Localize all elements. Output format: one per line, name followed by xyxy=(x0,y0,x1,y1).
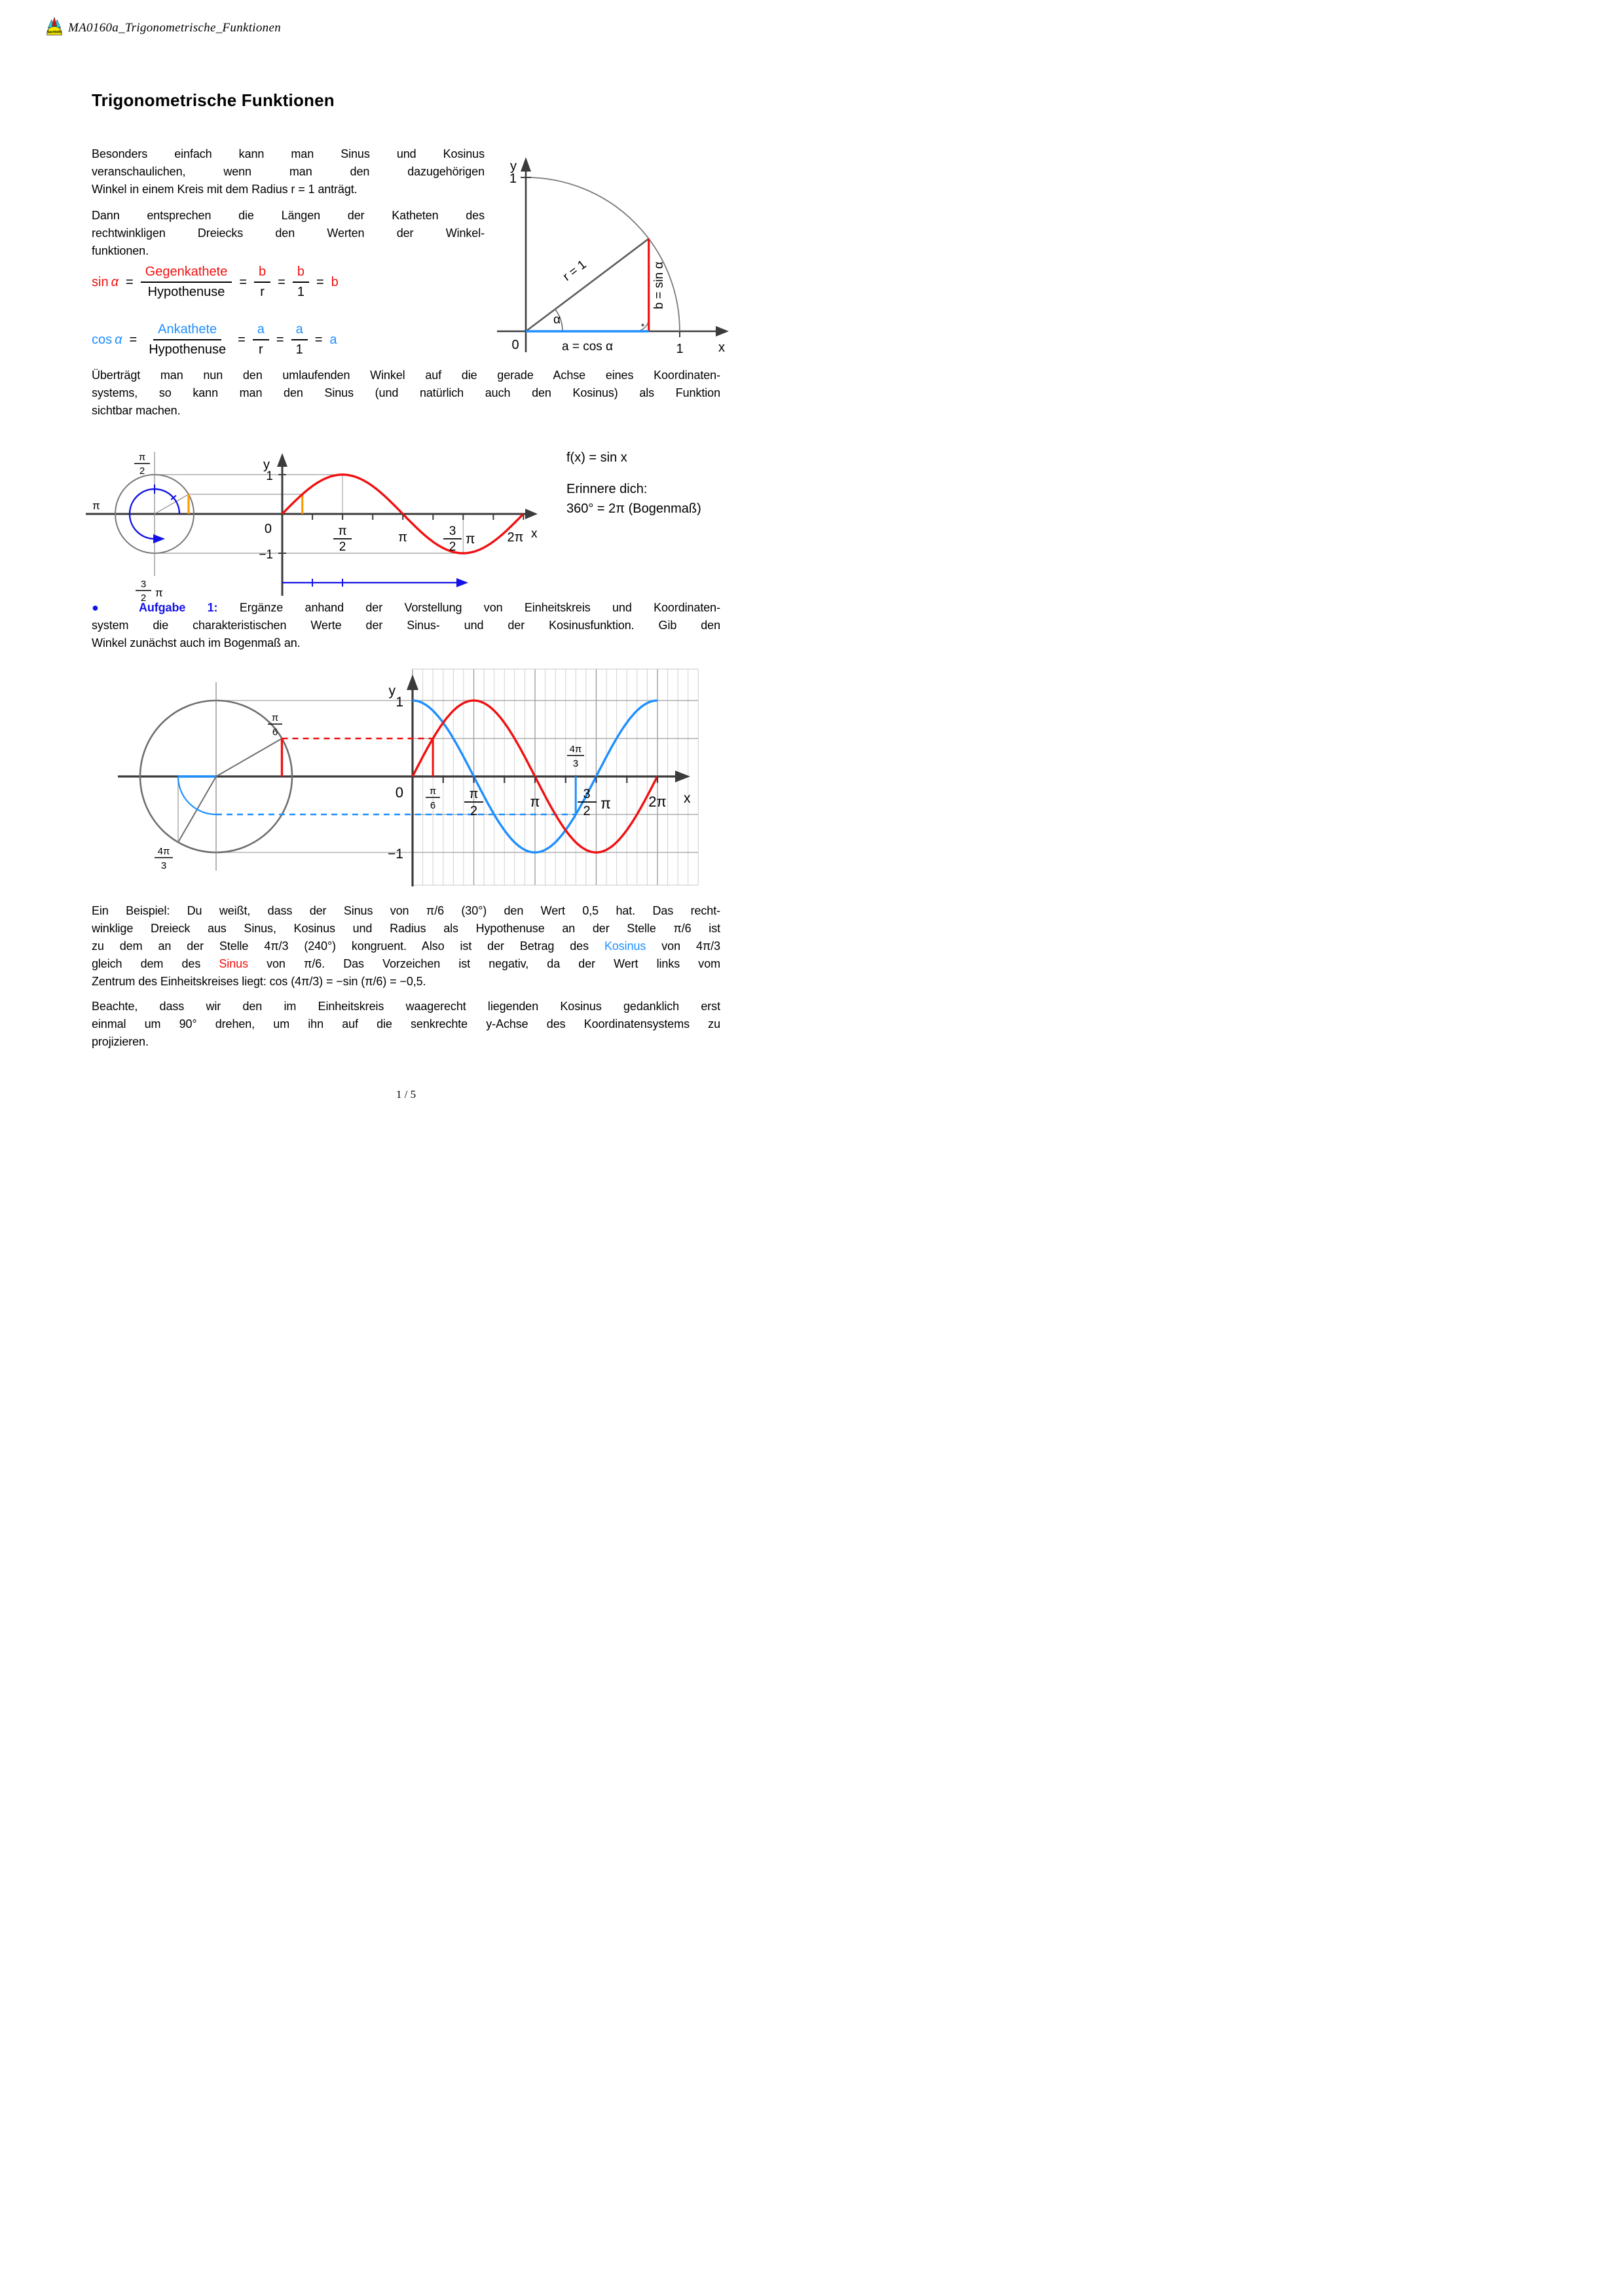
y1-label: 1 xyxy=(509,172,517,186)
tick-label-2pi: 2π xyxy=(507,530,524,545)
page-title: Trigonometrische Funktionen xyxy=(92,90,335,110)
y-axis-label: y xyxy=(388,683,396,699)
x-axis-arrow-icon xyxy=(525,509,538,519)
svg-text:6: 6 xyxy=(430,800,436,811)
x1-label: 1 xyxy=(676,342,684,356)
svg-text:2: 2 xyxy=(140,592,147,602)
cosine-segment-label: a = cos α xyxy=(561,340,614,354)
ym1-label: −1 xyxy=(259,548,273,562)
sine-projection-diagram xyxy=(86,445,544,602)
y1-label: 1 xyxy=(396,695,403,710)
cos-symbol: cos α xyxy=(92,332,122,347)
intro-paragraph-3: Überträgt man nun den umlaufenden Winkel auf die gerade Achse eines Koordinaten- systems, so kann man den Sinus (und natürlich auch den Kosinus) als Funktion sichtbar machen. xyxy=(92,369,720,417)
circle-label-pi2 xyxy=(134,452,150,477)
logo-text: Nachhilfe xyxy=(46,30,62,35)
svg-text:3: 3 xyxy=(160,860,167,871)
svg-text:π: π xyxy=(466,532,475,547)
svg-text:6: 6 xyxy=(272,727,278,738)
ym1-label: −1 xyxy=(388,847,403,862)
y-axis-label: y xyxy=(263,458,270,472)
sin-symbol: sin α xyxy=(92,274,119,289)
svg-text:π: π xyxy=(155,587,163,599)
svg-text:2: 2 xyxy=(449,540,456,554)
svg-text:2: 2 xyxy=(470,804,478,818)
svg-text:π: π xyxy=(271,712,279,723)
svg-text:2: 2 xyxy=(583,804,591,818)
y1-label: 1 xyxy=(266,469,273,483)
tick-label-pi2 xyxy=(333,524,352,554)
tick-label-2pi: 2π xyxy=(648,793,667,810)
x-axis-label: x xyxy=(718,340,725,355)
spiral-arrowhead-icon xyxy=(153,534,165,543)
tick-label-pi: π xyxy=(530,793,540,810)
function-note: f(x) = sin x xyxy=(566,450,627,465)
circle-label-4pi3 xyxy=(155,846,173,871)
y-axis-arrow-icon xyxy=(277,453,287,467)
y-axis-arrow-icon xyxy=(521,157,531,172)
document-code: MA0160a_Trigonometrische_Funktionen xyxy=(68,21,282,35)
sine-formula: sin α = $\frac{\text{Gegenkathete}}{\text{Hypothenuse}}$ = $\frac{b}{r}$ = $\frac{b}{1}$ = b xyxy=(92,264,339,299)
task-1-paragraph: ● Aufgabe 1: Ergänze anhand der Vorstellung von Einheitskreis und Koordinaten- system die charakteristischen Werte der Sinus- und der Kosinusfunktion. Gib den Winkel zunächst auch im Bogenmaß an. xyxy=(92,601,720,649)
origin-label: 0 xyxy=(395,784,403,801)
svg-text:π: π xyxy=(429,786,437,797)
angle-arrow-head-icon xyxy=(456,578,468,587)
alpha-label: α xyxy=(553,313,561,327)
remember-heading: Erinnere dich: xyxy=(566,482,648,496)
cosine-formula: cos α = $\frac{\text{Ankathete}}{\text{Hypothenuse}}$ = $\frac{a}{r}$ = $\frac{a}{1}$ = a xyxy=(92,322,337,357)
origin-label: 0 xyxy=(264,522,272,536)
sine-segment-label: b = sin α xyxy=(652,261,666,310)
radius-pi6 xyxy=(216,738,282,776)
svg-text:2: 2 xyxy=(139,465,145,477)
intro-paragraph-1: Besonders einfach kann man Sinus und Kosinus veranschaulichen, wenn man den dazugehörigen Winkel in einem Kreis mit dem Radius r = 1 anträgt. xyxy=(92,147,485,196)
svg-text:π: π xyxy=(338,524,347,538)
origin-label: 0 xyxy=(511,338,519,352)
logo-red-peak xyxy=(52,18,57,26)
x-axis-label: x xyxy=(684,791,691,806)
document-page xyxy=(0,0,812,1148)
page-number: 1 / 5 xyxy=(396,1088,416,1101)
svg-text:4π: 4π xyxy=(569,744,582,755)
sine-cosine-task-chart xyxy=(111,656,740,903)
nachhilfe-logo-icon xyxy=(46,17,63,36)
radians-note: 360° = 2π (Bogenmaß) xyxy=(566,501,701,516)
svg-text:3: 3 xyxy=(583,787,591,801)
hypotenuse-r1 xyxy=(526,239,649,331)
svg-text:3: 3 xyxy=(449,524,456,538)
svg-text:2: 2 xyxy=(339,540,346,554)
svg-text:4π: 4π xyxy=(157,846,170,857)
radius-30deg xyxy=(155,494,189,514)
tick-label-pi: π xyxy=(398,530,407,545)
note-paragraph: Beachte, dass wir den im Einheitskreis waagerecht liegenden Kosinus gedanklich erst einmal um 90° drehen, um ihn auf die senkrechte y-Achse des Koordinatensystems zu projizieren. xyxy=(92,1000,720,1048)
x-axis-arrow-icon xyxy=(716,326,729,337)
svg-text:3: 3 xyxy=(572,758,579,769)
y-axis-label: y xyxy=(510,159,517,173)
svg-text:π: π xyxy=(138,452,146,463)
svg-text:3: 3 xyxy=(140,579,147,590)
svg-text:π: π xyxy=(469,787,479,801)
x-axis-label: x xyxy=(531,527,538,541)
radius-label: r = 1 xyxy=(560,257,589,284)
unit-circle-quarter-diagram xyxy=(488,141,737,367)
svg-text:π: π xyxy=(600,795,611,812)
right-angle-dot xyxy=(642,324,644,327)
circle-label-pi: π xyxy=(92,500,100,512)
y-axis-arrow-icon xyxy=(407,674,418,690)
cos-rotation-arc xyxy=(178,776,216,814)
example-paragraph: Ein Beispiel: Du weißt, dass der Sinus von π/6 (30°) den Wert 0,5 hat. Das recht- winklige Dreieck aus Sinus, Kosinus und Radius als Hypothenuse an der Stelle π/6 ist zu dem an der Stelle 4π/3 (240°) kongruent. Also ist der Betrag des Kosinus von 4π/3 gleich dem des Sinus von π/6. Das Vorzeichen ist negativ, da der Wert links vom Zentrum des Einheitskreises liegt: cos (4π/3) = −sin (π/6) = −0,5. xyxy=(92,904,721,988)
intro-paragraph-2: Dann entsprechen die Längen der Katheten des rechtwinkligen Dreiecks den Werten der Winkel- funktionen. xyxy=(92,209,485,257)
